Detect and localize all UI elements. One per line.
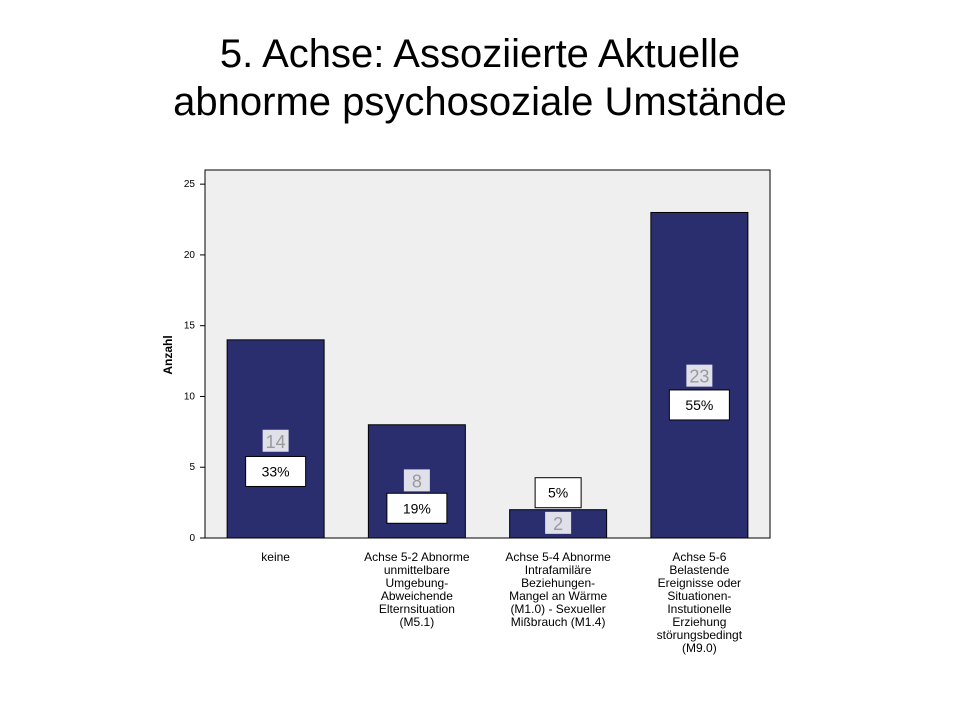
y-tick-label: 10 (183, 391, 195, 403)
category-label-line: störungsbedingt (656, 628, 743, 642)
category-label-line: Achse 5-4 Abnorme (505, 550, 611, 564)
count-label: 23 (689, 366, 710, 387)
percent-label: 33% (261, 463, 290, 480)
category-label-line: Abweichende (380, 589, 453, 603)
category-label (364, 550, 470, 629)
category-label (505, 550, 611, 629)
category-label (657, 550, 743, 655)
category-label-line: unmittelbare (383, 563, 450, 577)
category-label-line: Mangel an Wärme (509, 589, 608, 603)
category-label-line: Elternsituation (378, 602, 455, 616)
category-label-line: Achse 5-2 Abnorme (364, 550, 470, 564)
percent-label: 19% (402, 500, 431, 517)
category-label-line: Situationen- (667, 589, 732, 603)
category-label-line: Instutionelle (667, 602, 732, 616)
category-label (261, 550, 290, 564)
category-label-line: Achse 5-6 (672, 550, 727, 564)
category-label-line: (M5.1) (399, 615, 435, 629)
category-label-line: Intrafamiläre (524, 563, 592, 577)
category-label-line: (M9.0) (682, 641, 717, 655)
category-label-line: Umgebung- (385, 576, 449, 590)
category-label-line: Mißbrauch (M1.4) (510, 615, 606, 629)
y-tick-label: 20 (183, 249, 195, 261)
category-label-line: Erziehung (672, 615, 727, 629)
y-axis-label: Anzahl (161, 335, 175, 375)
category-label-line: Belastende (669, 563, 730, 577)
percent-label: 5% (548, 484, 569, 501)
category-label-line: Beziehungen- (521, 576, 596, 590)
title-line-1: 5. Achse: Assoziierte Aktuelle (219, 32, 741, 76)
y-tick-label: 15 (183, 320, 195, 332)
y-tick-label: 25 (183, 179, 195, 191)
category-labels (261, 550, 742, 655)
category-label-line: (M1.0) - Sexueller (510, 602, 606, 616)
y-tick-label: 5 (189, 462, 195, 474)
category-label-line: Ereignisse oder (657, 576, 742, 590)
percent-label: 55% (685, 396, 714, 413)
title-line-2: abnorme psychosoziale Umstände (173, 80, 787, 124)
count-label: 2 (553, 513, 564, 534)
count-label: 14 (265, 431, 286, 452)
y-tick-label: 0 (189, 533, 195, 544)
count-label: 8 (411, 471, 422, 492)
category-label-line: keine (261, 550, 290, 564)
